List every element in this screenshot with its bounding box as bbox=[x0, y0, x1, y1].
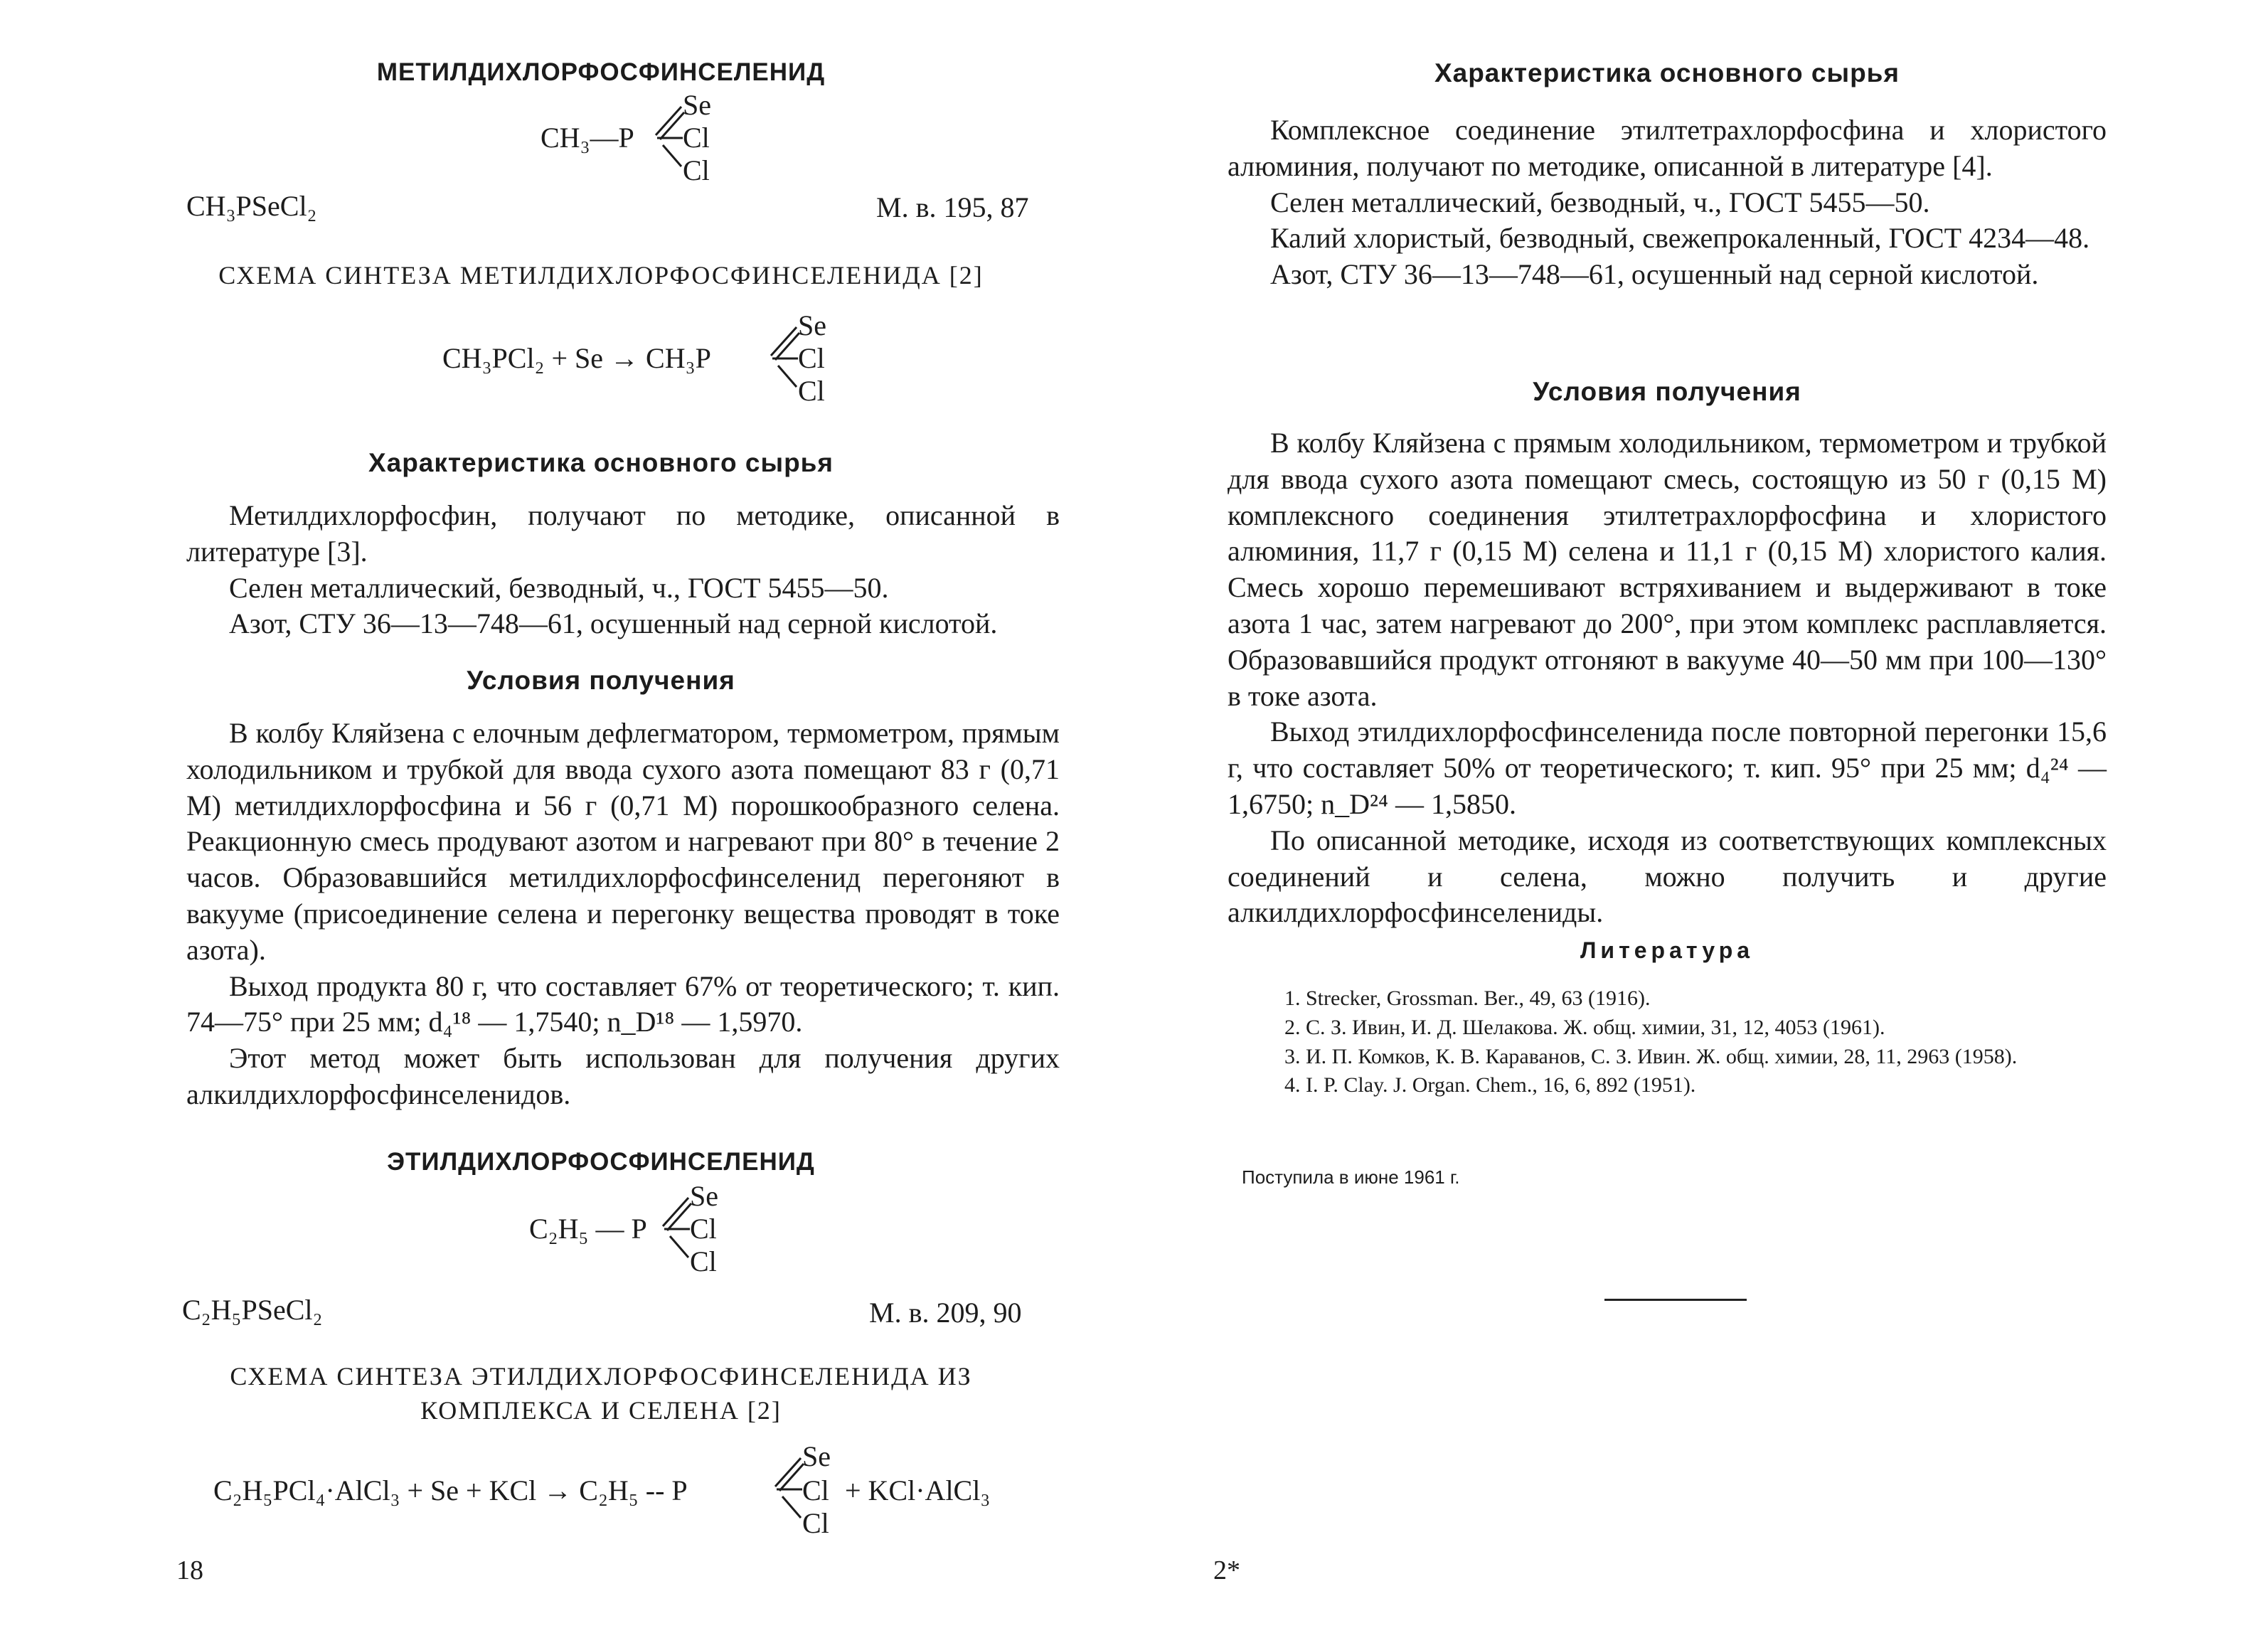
raw2-item: Калий хлористый, безводный, свежепрокаленный, ГОСТ 4234—48. bbox=[1270, 222, 2090, 255]
literature-ref: 3. И. П. Комков, К. В. Караванов, С. З. Ивин. Ж. общ. химии, 28, 11, 2963 (1958). bbox=[1284, 1044, 2018, 1068]
literature-list bbox=[1242, 984, 2107, 1100]
cond2-body bbox=[1228, 425, 2107, 931]
scheme1-reaction bbox=[0, 306, 1134, 413]
compound2-heading: ЭТИЛДИХЛОРФОСФИНСЕЛЕНИД bbox=[387, 1148, 815, 1176]
raw2-item: Азот, СТУ 36—13—748—61, осушенный над серной кислотой. bbox=[1270, 258, 2039, 291]
page-number: 2* bbox=[1213, 1555, 1240, 1585]
page-number: 18 bbox=[176, 1555, 203, 1585]
structure-mid: Cl bbox=[690, 1213, 717, 1245]
scheme2-title-line2: КОМПЛЕКСА И СЕЛЕНА [2] bbox=[420, 1396, 782, 1425]
cond1-paragraph: Выход продукта 80 г, что составляет 67% от теоретического; т. кип. 74—75° при 25 мм; d₄¹⁸ — 1,7540; n_D¹⁸ — 1,5970. bbox=[186, 969, 1060, 1038]
raw2-list bbox=[1228, 112, 2107, 293]
cond1-paragraph: В колбу Кляйзена с елочным дефлегматором, термометром, прямым холодильником и трубкой для ввода сухого азота помещают 83 г (0,71 М) метилдихлорфосфина и 56 г (0,71 М) порошкообразного селена. Реакционную смесь продувают азотом и нагревают при 80° в течение 2 часов. Образовавшийся метилдихлорфосфинселенид перегоняют в вакууме (присоединение селена и перегонку вещества проводят в токе азота). bbox=[186, 717, 1060, 966]
raw1-item: Азот, СТУ 36—13—748—61, осушенный над серной кислотой. bbox=[229, 607, 998, 640]
reaction-rhs: + KCl·AlCl₃ bbox=[845, 1474, 991, 1506]
structure-top: Se bbox=[690, 1180, 718, 1212]
end-rule bbox=[1604, 1299, 1747, 1301]
structure-left: C₂H₅ — P bbox=[529, 1213, 647, 1245]
cond2-heading: Условия получения bbox=[1533, 377, 1801, 406]
reaction-mid: Cl bbox=[798, 342, 825, 374]
compound2-structure bbox=[0, 1176, 1134, 1276]
raw1-item: Селен металлический, безводный, ч., ГОСТ 5455—50. bbox=[229, 571, 889, 604]
cond1-body bbox=[186, 716, 1060, 1113]
cond2-paragraph: В колбу Кляйзена с прямым холодильником, термометром и трубкой для ввода сухого азота помещают смесь, состоящую из 50 г (0,15 М) комплексного соединения этилтетрахлорфосфина и хлористого алюминия, 11,7 г (0,15 М) селена и 11,1 г (0,15 М) хлористого калия. Смесь хорошо перемешивают встряхиванием и выдерживают в токе азота 1 час, затем нагревают до 200°, при этом комплекс расплавляется. Образовавшийся продукт отгоняют в вакууме 40—50 мм при 100—130° в токе азота. bbox=[1228, 427, 2107, 712]
reaction-top: Se bbox=[802, 1440, 831, 1472]
reaction-lhs: C₂H₅PCl₄·AlCl₃ + Se + KCl → C₂H₅ -- P bbox=[213, 1474, 688, 1506]
structure-left: CH₃—P bbox=[541, 122, 634, 154]
reaction-top: Se bbox=[798, 309, 826, 341]
cond2-paragraph: По описанной методике, исходя из соответствующих комплексных соединений и селена, можно получить и другие алкилдихлорфосфинселениды. bbox=[1228, 824, 2107, 929]
bond-lines bbox=[653, 98, 687, 176]
raw1-list bbox=[186, 498, 1060, 642]
compound2-formula: C₂H₅PSeCl₂ bbox=[182, 1294, 323, 1326]
compound1-structure bbox=[0, 85, 1134, 185]
bond-lines bbox=[660, 1189, 694, 1267]
right-page bbox=[1134, 0, 2268, 1638]
literature-ref: 4. I. P. Clay. J. Organ. Chem., 16, 6, 892 (1951). bbox=[1284, 1073, 1696, 1097]
reaction-bot: Cl bbox=[802, 1507, 829, 1539]
raw1-item: Метилдихлорфосфин, получают по методике, описанной в литературе [3]. bbox=[186, 499, 1060, 568]
reaction-text: CH₃PCl₂ + Se → CH₃P bbox=[442, 342, 711, 374]
literature-heading: Литература bbox=[1580, 937, 1755, 963]
compound1-mw: М. в. 195, 87 bbox=[876, 191, 1029, 223]
received-date: Поступила в июне 1961 г. bbox=[1242, 1166, 1460, 1188]
raw1-heading: Характеристика основного сырья bbox=[368, 448, 834, 477]
reaction-bot: Cl bbox=[798, 375, 825, 407]
compound2-mw: М. в. 209, 90 bbox=[869, 1297, 1022, 1329]
scheme1-title: СХЕМА СИНТЕЗА МЕТИЛДИХЛОРФОСФИНСЕЛЕНИДА [2] bbox=[218, 261, 984, 289]
structure-mid: Cl bbox=[683, 122, 710, 154]
scheme2-reaction bbox=[0, 1438, 1134, 1545]
bond-lines bbox=[768, 319, 802, 397]
structure-top: Se bbox=[683, 89, 711, 121]
literature-ref: 2. С. З. Ивин, И. Д. Шелакова. Ж. общ. химии, 31, 12, 4053 (1961). bbox=[1284, 1015, 1885, 1039]
literature-ref: 1. Strecker, Grossman. Ber., 49, 63 (1916). bbox=[1284, 986, 1651, 1010]
compound1-heading: МЕТИЛДИХЛОРФОСФИНСЕЛЕНИД bbox=[376, 58, 826, 86]
cond1-heading: Условия получения bbox=[467, 666, 735, 695]
structure-bot: Cl bbox=[683, 154, 710, 186]
raw2-item: Комплексное соединение этилтетрахлорфосфина и хлористого алюминия, получают по методике, описанной в литературе [4]. bbox=[1228, 114, 2107, 182]
bond-lines bbox=[772, 1450, 806, 1528]
structure-bot: Cl bbox=[690, 1245, 717, 1277]
raw2-heading: Характеристика основного сырья bbox=[1434, 58, 1900, 87]
cond2-paragraph: Выход этилдихлорфосфинселенида после повторной перегонки 15,6 г, что составляет 50% от теоретического; т. кип. 95° при 25 мм; d₄²⁴ — 1,6750; n_D²⁴ — 1,5850. bbox=[1228, 716, 2107, 820]
cond1-paragraph: Этот метод может быть использован для получения других алкилдихлорфосфинселенидов. bbox=[186, 1042, 1060, 1110]
scheme2-title-line1: СХЕМА СИНТЕЗА ЭТИЛДИХЛОРФОСФИНСЕЛЕНИДА ИЗ bbox=[230, 1362, 972, 1390]
reaction-mid: Cl bbox=[802, 1474, 829, 1506]
raw2-item: Селен металлический, безводный, ч., ГОСТ 5455—50. bbox=[1270, 186, 1930, 218]
compound1-formula: CH₃PSeCl₂ bbox=[186, 190, 317, 222]
